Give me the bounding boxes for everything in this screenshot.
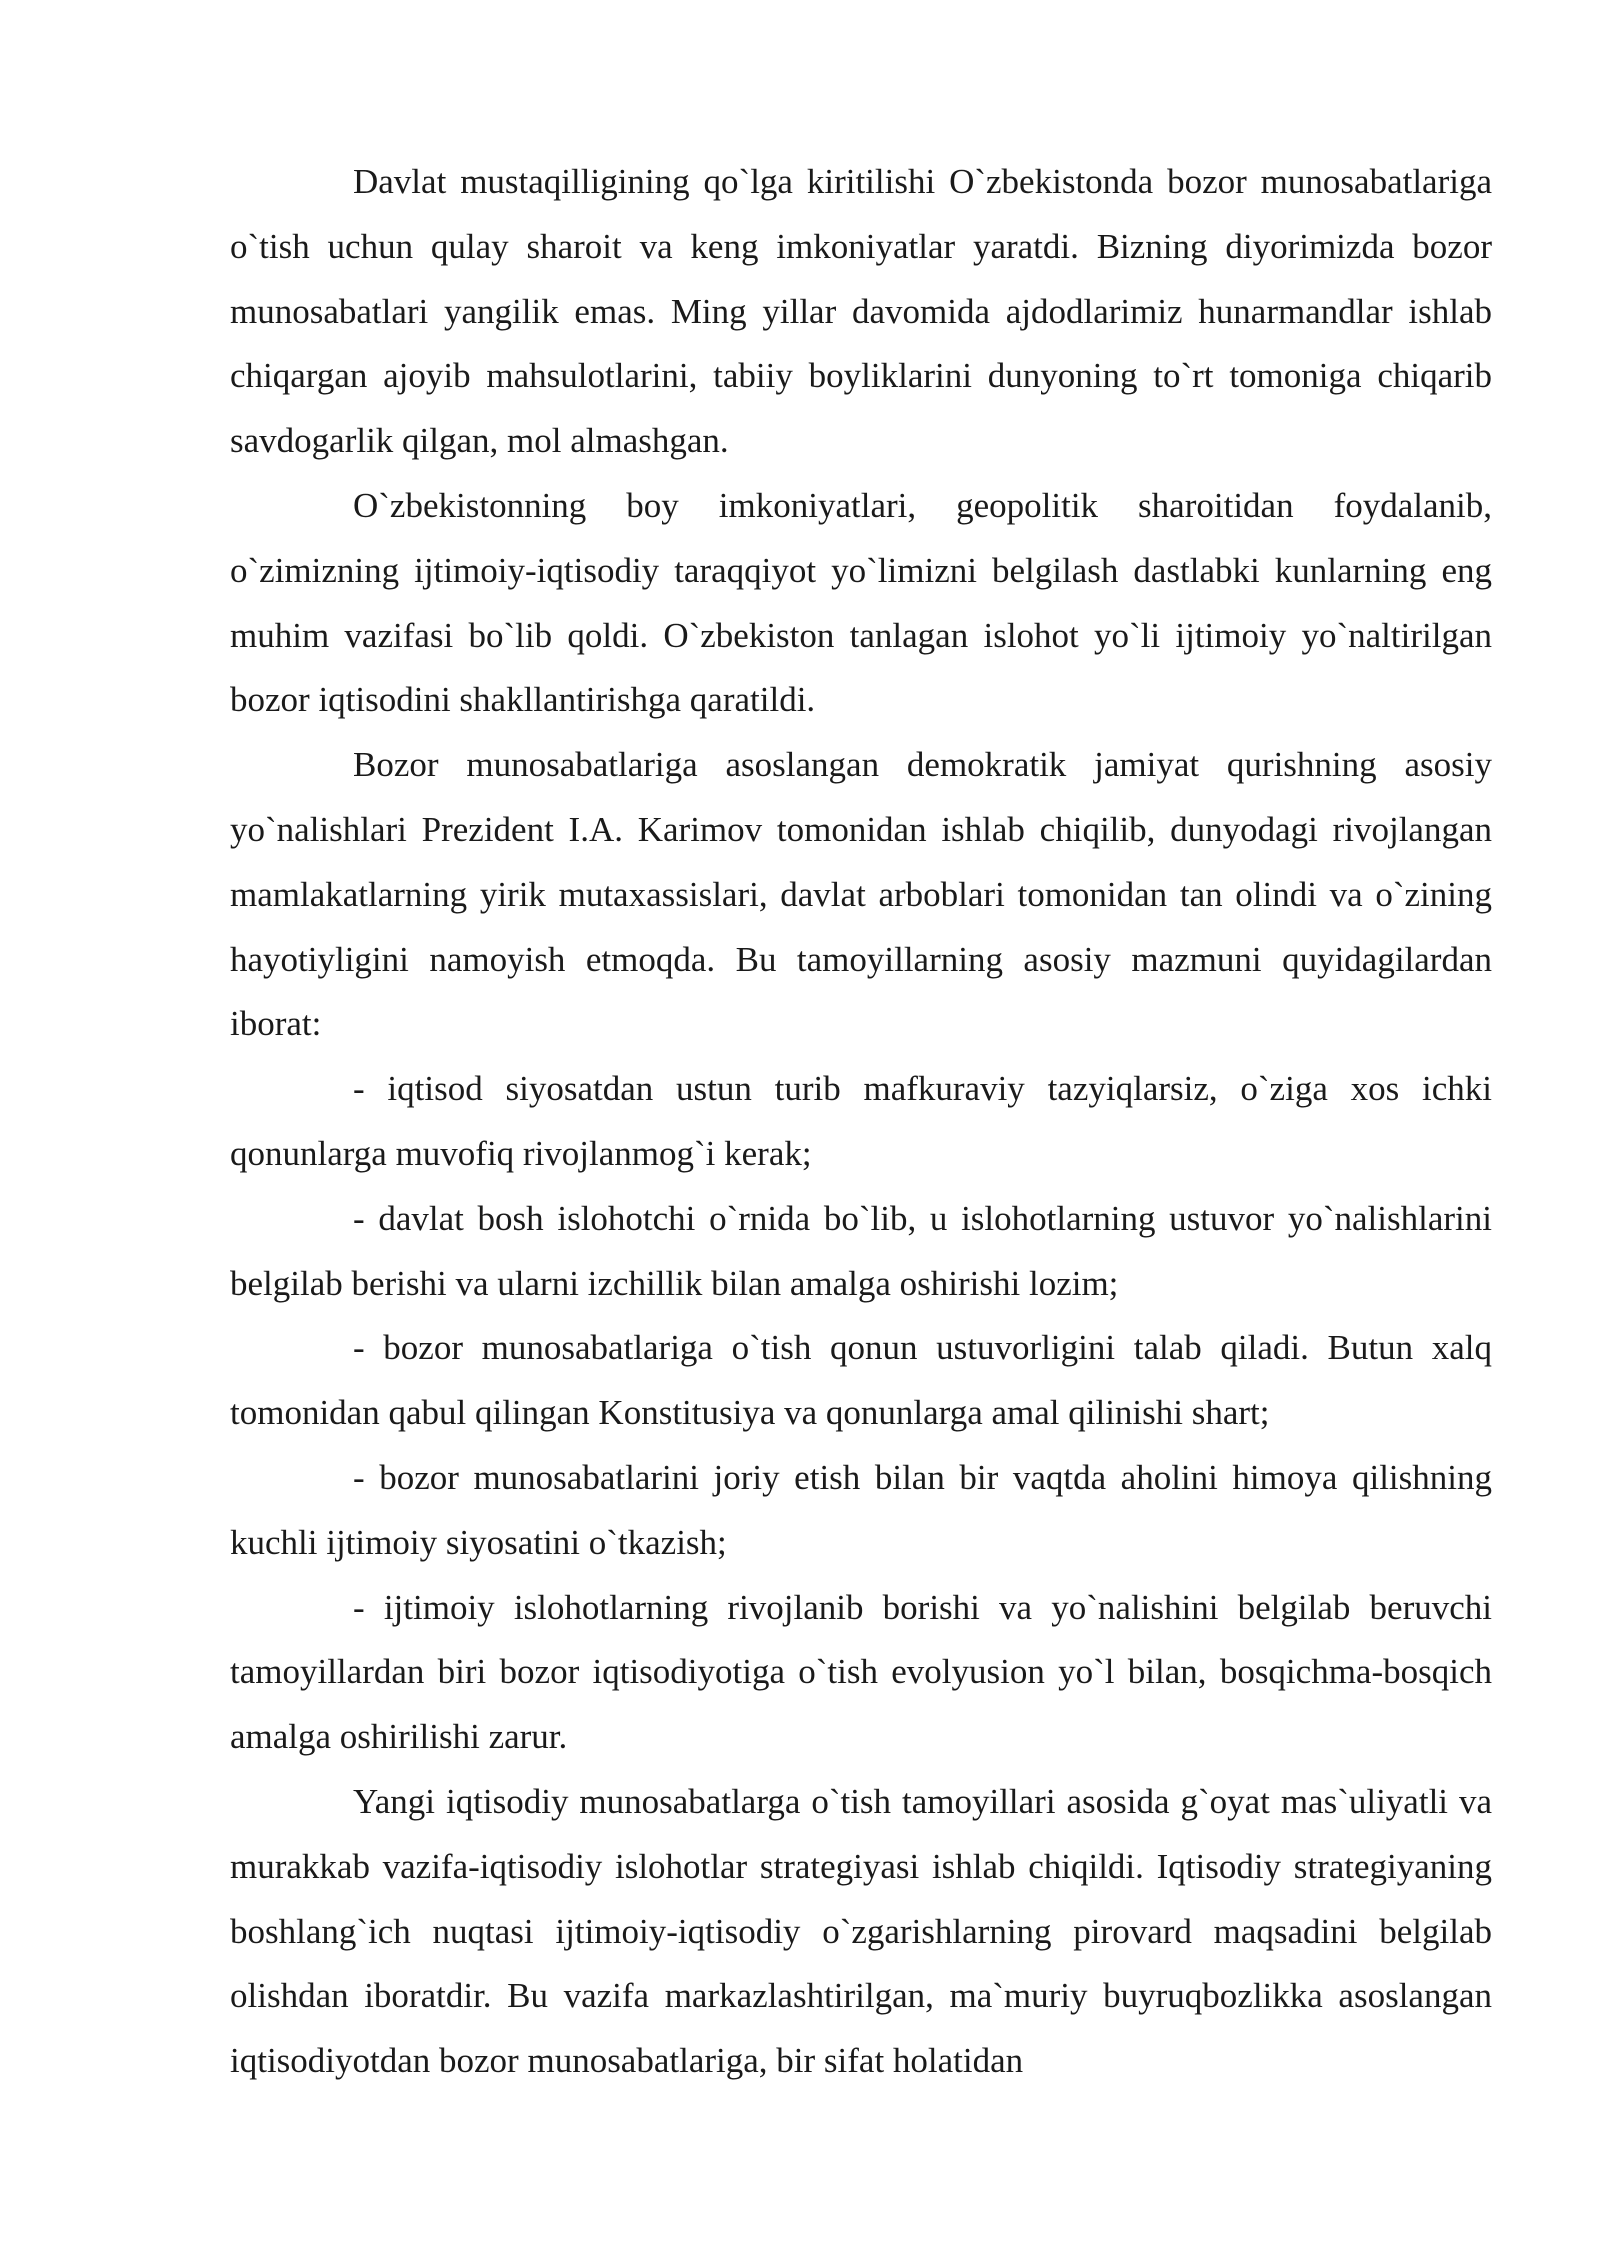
list-item-gradual-transition: - ijtimoiy islohotlarning rivojlanib borishi va yo`nalishini belgilab beruvchi tamoyillardan biri bozor iqtisodiyotiga o`tish evolyusion yo`l bilan, bosqichma-bosqich amalga oshirilishi zarur. <box>230 1587 1492 1757</box>
paragraph-reform-strategy: Yangi iqtisodiy munosabatlarga o`tish tamoyillari asosida g`oyat mas`uliyatli va murakkab vazifa-iqtisodiy islohotlar strategiyasi ishlab chiqildi. Iqtisodiy strategiyaning boshlang`ich nuqtasi ijtimoiy-iqtisodiy o`zgarishlarning pirovard maqsadini belgilab olishdan iboratdir. Bu vazifa markazlashtirilgan, ma`muriy buyruqbozlikka asoslangan iqtisodiyotdan bozor munosabatlariga, bir sifat holatidan <box>230 1781 1492 2081</box>
paragraph-development-path: O`zbekistonning boy imkoniyatlari, geopolitik sharoitidan foydalanib, o`zimizning ijtimoiy-iqtisodiy taraqqiyot yo`limizni belgilash dastlabki kunlarning eng muhim vazifasi bo`lib qoldi. O`zbekiston tanlagan islohot yo`li ijtimoiy yo`naltirilgan bozor iqtisodini shakllantirishga qaratildi. <box>230 485 1492 720</box>
list-item-economy-priority: - iqtisod siyosatdan ustun turib mafkuraviy tazyiqlarsiz, o`ziga xos ichki qonunlarga muvofiq rivojlanmog`i kerak; <box>230 1069 1492 1173</box>
list-item-rule-of-law: - bozor munosabatlariga o`tish qonun ustuvorligini talab qiladi. Butun xalq tomonidan qabul qilingan Konstitusiya va qonunlarga amal qilinishi shart; <box>230 1328 1492 1433</box>
list-item-state-reformer: - davlat bosh islohotchi o`rnida bo`lib, u islohotlarning ustuvor yo`nalishlarini belgilab berishi va ularni izchillik bilan amalga oshirishi lozim; <box>230 1198 1492 1303</box>
paragraph-principles-intro: Bozor munosabatlariga asoslangan demokratik jamiyat qurishning asosiy yo`nalishlari Prezident I.A. Karimov tomonidan ishlab chiqilib, dunyodagi rivojlangan mamlakatlarning yirik mutaxassislari, davlat arboblari tomonidan tan olindi va o`zining hayotiyligini namoyish etmoqda. Bu tamoyillarning asosiy mazmuni quyidagilardan iborat: <box>230 745 1492 1044</box>
list-item-social-policy: - bozor munosabatlarini joriy etish bilan bir vaqtda aholini himoya qilishning kuchli ijtimoiy siyosatini o`tkazish; <box>230 1457 1492 1562</box>
document-page <box>230 150 1492 2094</box>
paragraph-independence: Davlat mustaqilligining qo`lga kiritilishi O`zbekistonda bozor munosabatlariga o`tish uchun qulay sharoit va keng imkoniyatlar yaratdi. Bizning diyorimizda bozor munosabatlari yangilik emas. Ming yillar davomida ajdodlarimiz hunarmandlar ishlab chiqargan ajoyib mahsulotlarini, tabiiy boyliklarini dunyoning to`rt tomoniga chiqarib savdogarlik qilgan, mol almashgan. <box>230 162 1492 461</box>
